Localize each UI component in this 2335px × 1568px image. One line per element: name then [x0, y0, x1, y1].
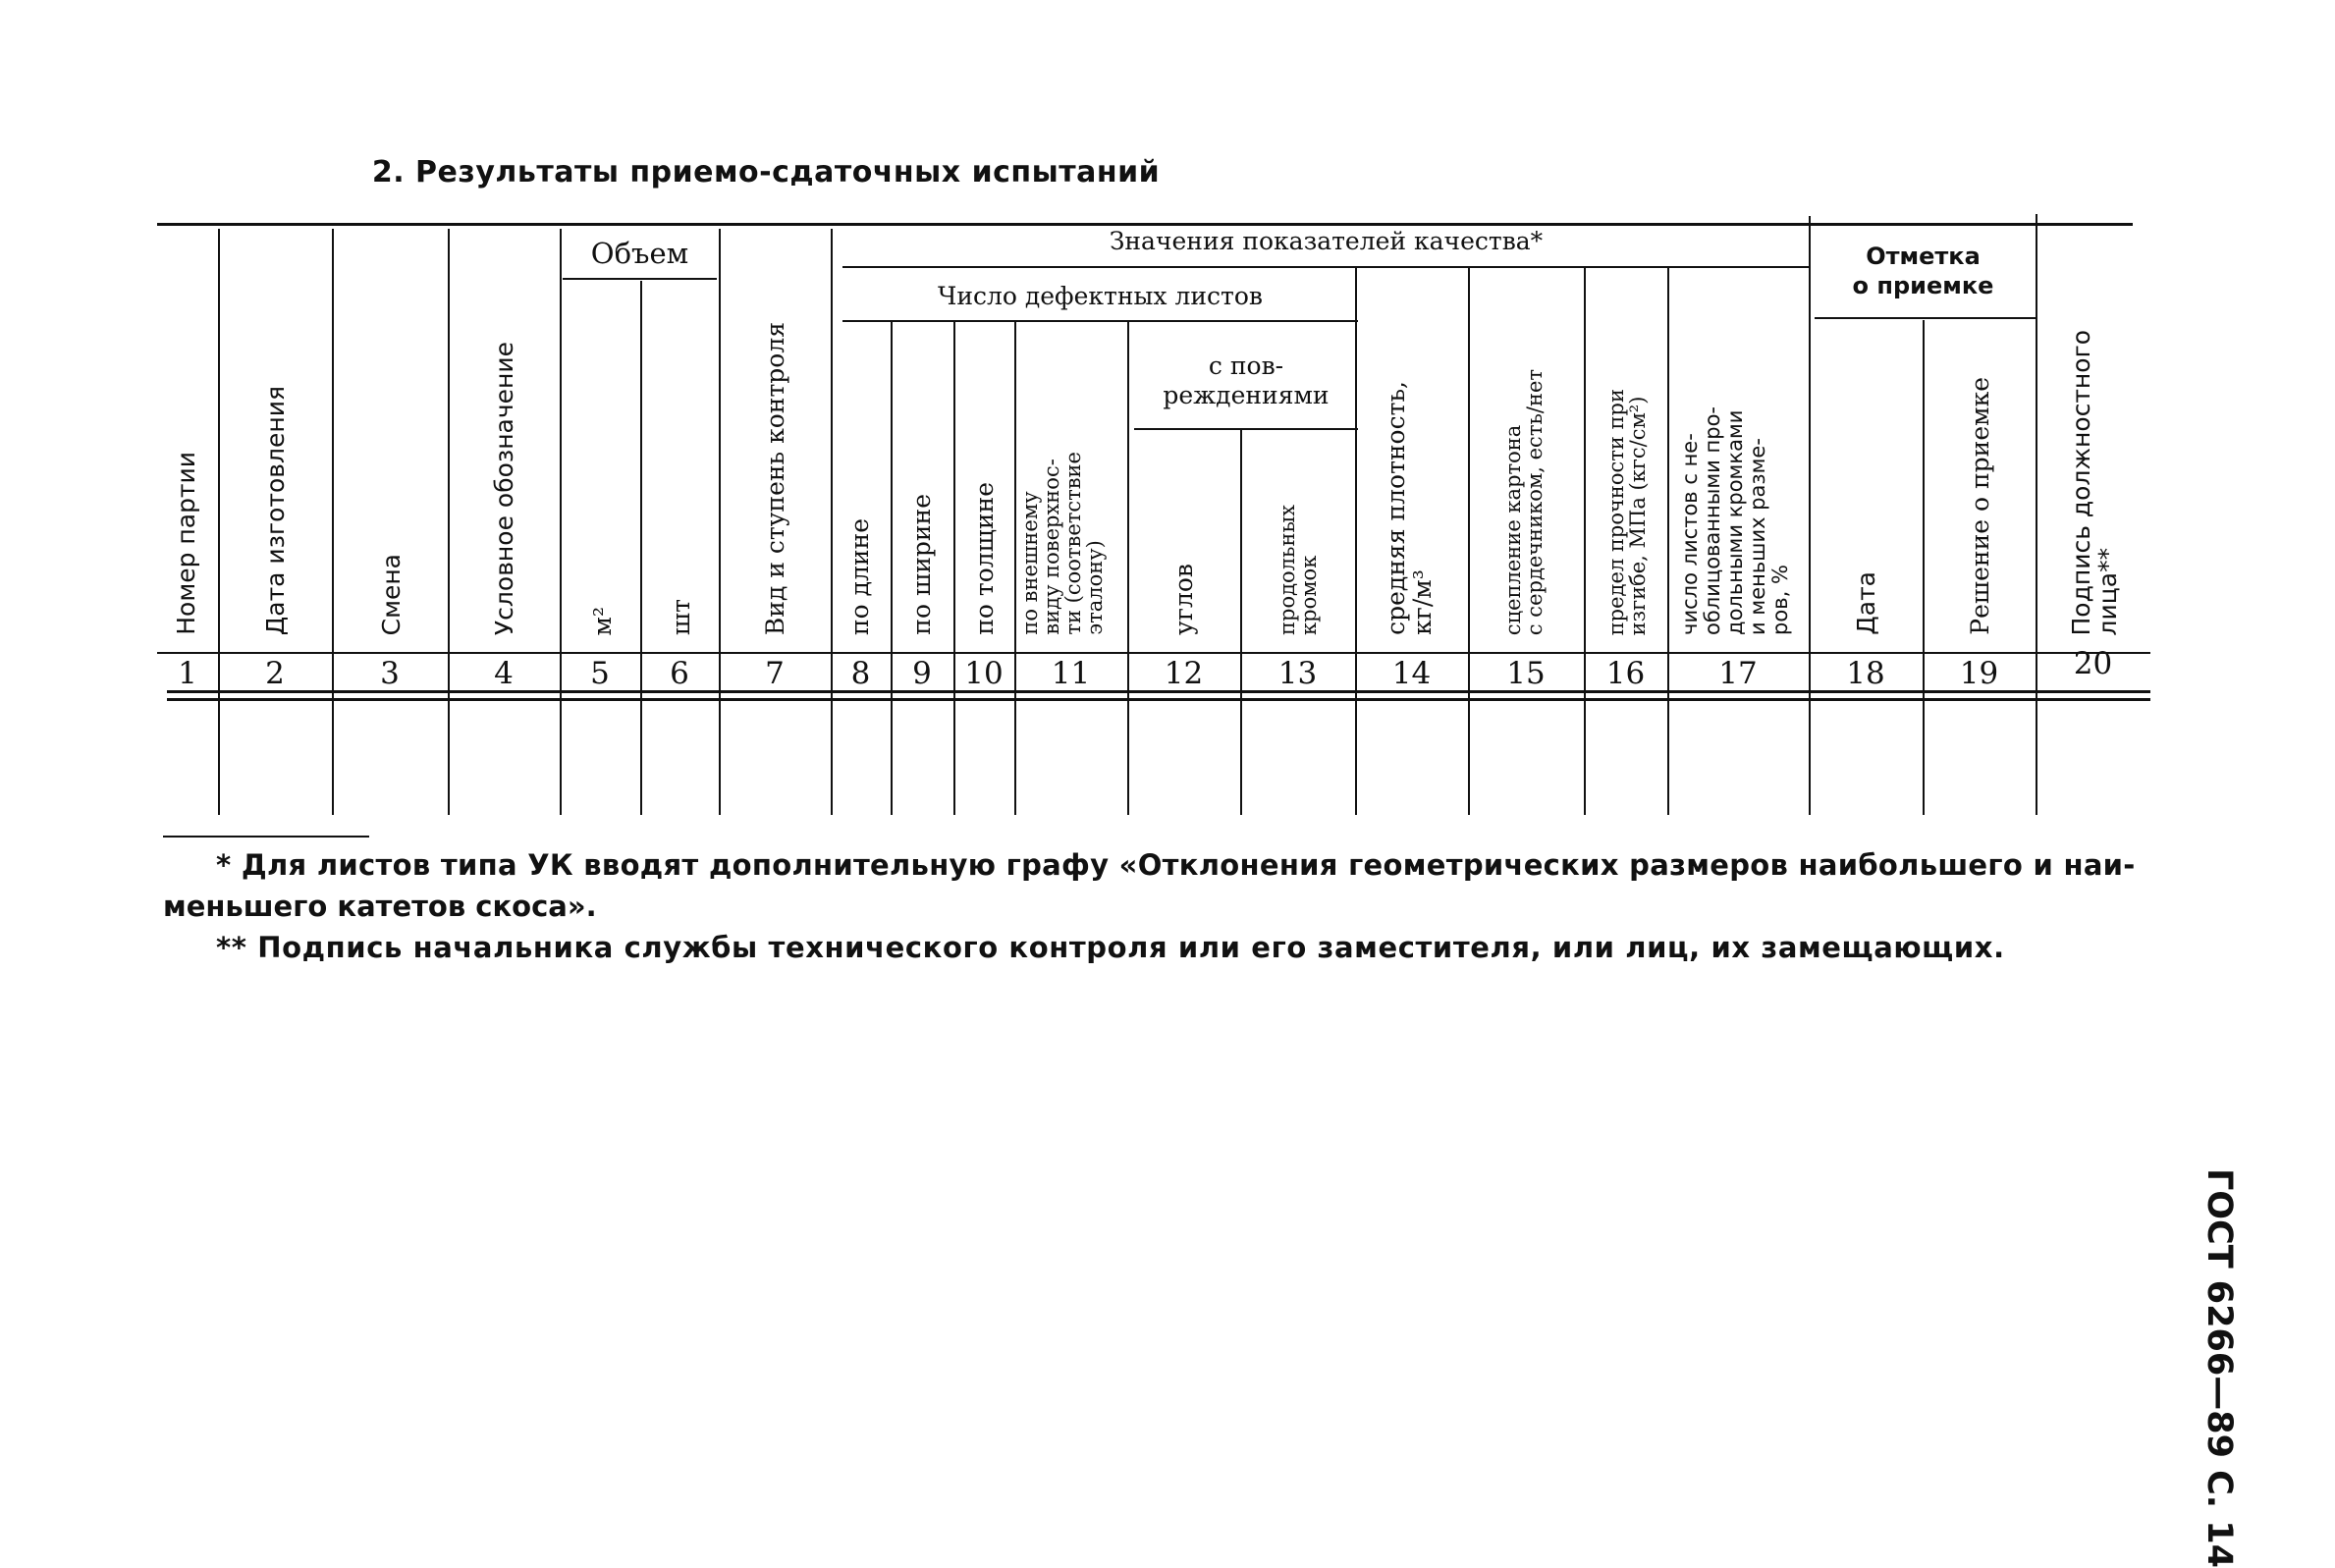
col-header-11-line4: эталону) — [1083, 540, 1107, 635]
col-line — [218, 229, 220, 815]
col-line — [1923, 320, 1925, 815]
col-header-17-line1: число листов с не- — [1678, 433, 1702, 635]
col-line — [1809, 216, 1811, 815]
col-header-16 — [1605, 389, 1649, 635]
col-header-12: углов — [1169, 564, 1198, 635]
col-header-17-line5: ров, % — [1768, 565, 1792, 635]
col-number-7: 7 — [765, 656, 785, 691]
col-number-15: 15 — [1506, 656, 1546, 691]
header-bottom-rule — [157, 652, 2150, 654]
col-header-20 — [2068, 330, 2121, 636]
col-header-18: Дата — [1852, 571, 1880, 635]
col-header-19: Решение о приемке — [1966, 377, 1994, 635]
col-header-20-line1: Подпись должностного — [2067, 329, 2095, 635]
defects-header: Число дефектных листов — [938, 282, 1263, 310]
col-header-15 — [1502, 369, 1546, 635]
col-line — [719, 229, 721, 815]
gost-side-label: ГОСТ 6266—89 С. 14 — [2199, 1168, 2239, 1568]
col-number-11: 11 — [1051, 656, 1091, 691]
acceptance-header-line1: Отметка — [1866, 243, 1981, 270]
col-header-16-line2: изгибе, МПа (кгс/см²) — [1626, 396, 1650, 635]
col-number-4: 4 — [494, 656, 514, 691]
col-header-20-line2: лица** — [2093, 547, 2122, 635]
col-header-17-line3: дольными кромками — [1723, 409, 1747, 635]
col-line — [448, 229, 450, 815]
col-header-10: по толщине — [970, 482, 999, 635]
col-header-1: Номер партии — [172, 452, 200, 635]
col-line — [2036, 214, 2037, 815]
col-header-3: Смена — [377, 553, 406, 635]
damaged-header-line2: реждениями — [1163, 381, 1330, 409]
col-number-5: 5 — [590, 656, 610, 691]
col-line — [831, 229, 833, 815]
col-header-15-line1: сцепление картона — [1501, 424, 1525, 635]
col-line — [332, 229, 334, 815]
col-header-14 — [1383, 381, 1436, 635]
col-number-8: 8 — [850, 656, 871, 691]
col-header-16-line1: предел прочности при — [1604, 388, 1628, 635]
quality-header-line — [842, 266, 1810, 268]
footnote-1-line2: меньшего катетов скоса». — [163, 890, 597, 923]
col-number-6: 6 — [670, 656, 689, 691]
col-header-14-line1: средняя плотность, — [1382, 381, 1410, 635]
col-header-14-line2: кг/м³ — [1408, 569, 1437, 635]
col-number-2: 2 — [265, 656, 285, 691]
col-line — [1014, 322, 1016, 815]
col-header-11-line1: по внешнему — [1018, 491, 1042, 635]
col-line — [1468, 268, 1470, 815]
col-header-13 — [1276, 505, 1320, 635]
col-number-12: 12 — [1164, 656, 1204, 691]
col-header-5: м² — [588, 606, 617, 635]
damaged-header-line — [1134, 428, 1358, 430]
col-header-15-line2: с сердечником, есть/нет — [1523, 368, 1547, 635]
damaged-header — [1134, 351, 1358, 410]
col-number-18: 18 — [1846, 656, 1885, 691]
acceptance-header-line2: о приемке — [1852, 272, 1994, 299]
col-line — [1584, 268, 1586, 815]
footnote-separator — [163, 836, 369, 838]
col-line — [953, 322, 955, 815]
col-header-7: Вид и ступень контроля — [761, 321, 789, 635]
col-header-17 — [1679, 406, 1792, 635]
col-header-13-line1: продольных — [1276, 505, 1299, 635]
col-header-4: Условное обозначение — [490, 341, 518, 635]
acceptance-header — [1811, 242, 2036, 300]
col-header-9: по ширине — [907, 494, 936, 635]
col-header-8: по длине — [845, 517, 874, 635]
col-number-17: 17 — [1718, 656, 1758, 691]
col-header-17-line4: и меньших разме- — [1746, 438, 1769, 635]
col-number-1: 1 — [178, 656, 197, 691]
col-header-17-line2: облицованными про- — [1701, 406, 1724, 635]
number-row-rule-2 — [167, 698, 2150, 701]
col-line — [1240, 430, 1242, 815]
col-header-2: Дата изготовления — [261, 385, 290, 635]
quality-header: Значения показателей качества* — [1109, 227, 1544, 255]
col-header-11-line3: ти (соответствие — [1061, 452, 1085, 635]
col-number-3: 3 — [380, 656, 400, 691]
col-number-10: 10 — [964, 656, 1004, 691]
volume-header-line — [563, 278, 717, 280]
col-line — [1355, 268, 1357, 815]
col-number-14: 14 — [1391, 656, 1432, 691]
col-number-16: 16 — [1605, 656, 1646, 691]
col-number-13: 13 — [1277, 656, 1318, 691]
col-header-6: шт — [667, 598, 695, 635]
col-line — [560, 229, 562, 815]
col-number-19: 19 — [1959, 656, 1999, 691]
volume-header: Объем — [590, 237, 689, 270]
col-line — [1127, 322, 1129, 815]
col-line — [891, 322, 893, 815]
col-header-11 — [1019, 452, 1106, 635]
col-header-11-line2: виду поверхнос- — [1040, 459, 1063, 635]
table-top-rule — [157, 223, 2133, 226]
col-header-13-line2: кромок — [1297, 555, 1321, 635]
col-line — [640, 281, 642, 815]
col-number-20: 20 — [2073, 646, 2113, 681]
acceptance-header-line — [1815, 317, 2036, 319]
damaged-header-line1: с пов- — [1208, 351, 1284, 380]
col-line — [1667, 268, 1669, 815]
col-number-9: 9 — [912, 656, 932, 691]
footnote-2: ** Подпись начальника службы технического контроля или его заместителя, или лиц, их замещающих. — [216, 931, 2005, 964]
page-title: 2. Результаты приемо-сдаточных испытаний — [371, 155, 1161, 189]
footnote-1-line1: * Для листов типа УК вводят дополнительную графу «Отклонения геометрических размеров наибольшего и наи- — [216, 848, 2136, 882]
defects-header-line — [842, 320, 1358, 322]
